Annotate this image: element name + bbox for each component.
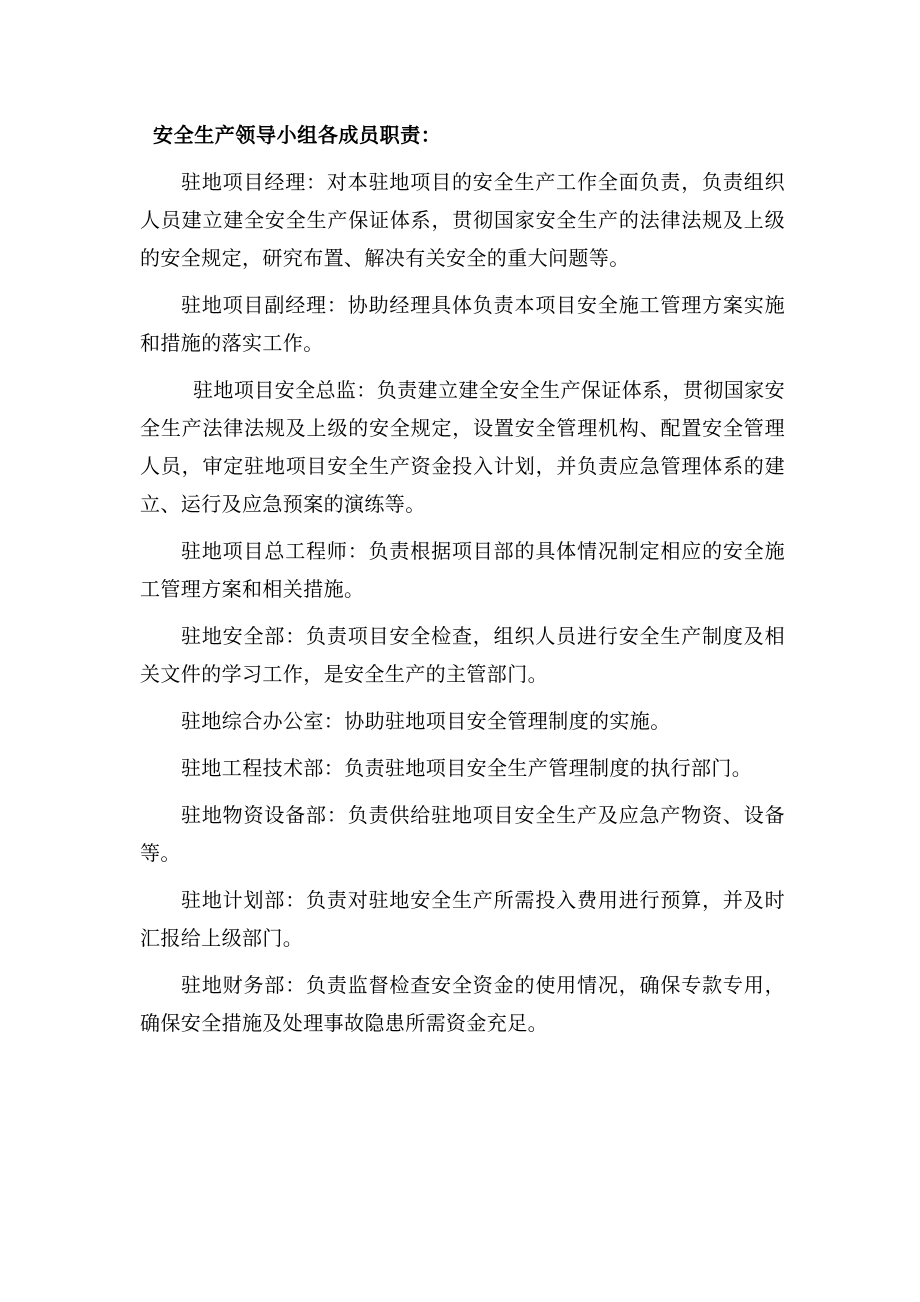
duty-safety-department: 驻地安全部：负责项目安全检查，组织人员进行安全生产制度及相关文件的学习工作，是安全生产的主管部门。 — [140, 624, 785, 686]
duty-materials-department: 驻地物资设备部：负责供给驻地项目安全生产及应急产物资、设备等。 — [140, 803, 785, 865]
duty-finance-department: 驻地财务部：负责监督检查安全资金的使用情况，确保专款专用，确保安全措施及处理事故隐患所需资金充足。 — [140, 973, 785, 1035]
duty-project-manager: 驻地项目经理：对本驻地项目的安全生产工作全面负责，负责组织人员建立建全安全生产保证体系，贯彻国家安全生产的法律法规及上级的安全规定，研究布置、解决有关安全的重大问题等。 — [140, 170, 785, 270]
duty-deputy-manager: 驻地项目副经理：协助经理具体负责本项目安全施工管理方案实施和措施的落实工作。 — [140, 293, 785, 355]
duty-safety-director: 驻地项目安全总监：负责建立建全安全生产保证体系，贯彻国家安全生产法律法规及上级的安全规定，设置安全管理机构、配置安全管理人员，审定驻地项目安全生产资金投入计划，并负责应急管理体系的建立、运行及应急预案的演练等。 — [140, 378, 785, 516]
section-title: 安全生产领导小组各成员职责： — [153, 123, 442, 147]
document-body — [140, 116, 785, 1051]
duty-planning-department: 驻地计划部：负责对驻地安全生产所需投入费用进行预算，并及时汇报给上级部门。 — [140, 888, 785, 950]
duty-engineering-department: 驻地工程技术部：负责驻地项目安全生产管理制度的执行部门。 — [181, 756, 753, 780]
duty-general-office: 驻地综合办公室：协助驻地项目安全管理制度的实施。 — [181, 709, 671, 733]
duty-chief-engineer: 驻地项目总工程师：负责根据项目部的具体情况制定相应的安全施工管理方案和相关措施。 — [140, 539, 785, 601]
